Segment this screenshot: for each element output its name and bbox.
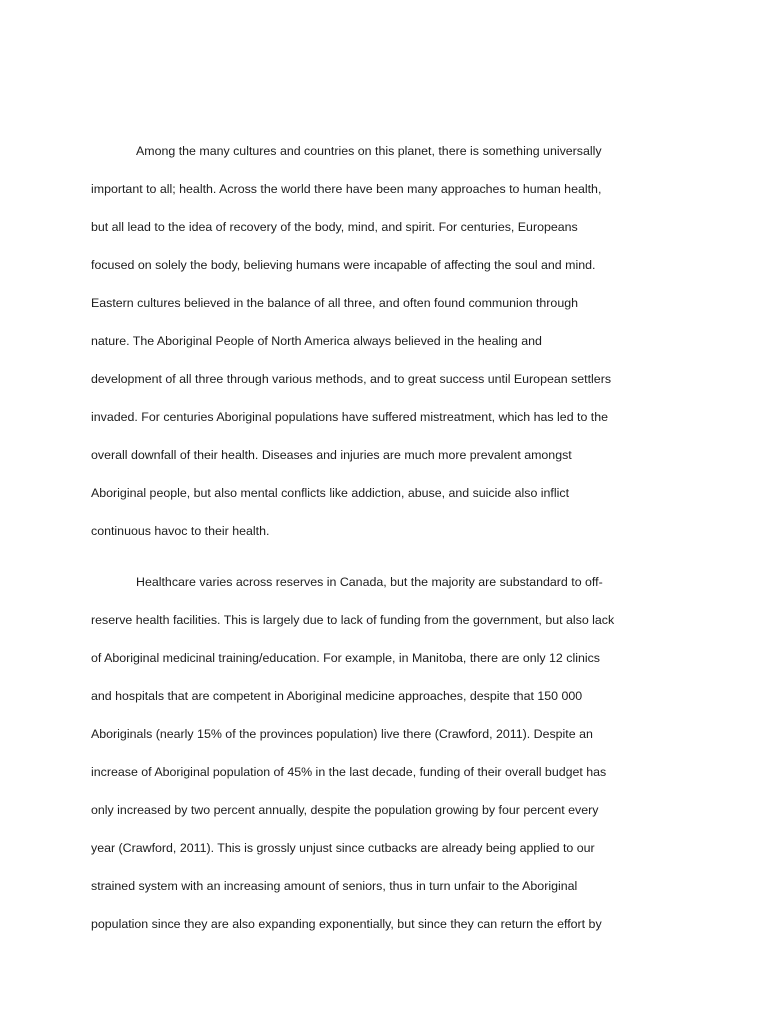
- paragraph-line: of Aboriginal medicinal training/education. For example, in Manitoba, there are only 12 clinics: [91, 651, 600, 665]
- paragraph-line: population since they are also expanding exponentially, but since they can return the effort by: [91, 917, 602, 931]
- paragraph-line: increase of Aboriginal population of 45% in the last decade, funding of their overall budget has: [91, 765, 607, 779]
- paragraph-line: and hospitals that are competent in Aboriginal medicine approaches, despite that 150 000: [91, 689, 583, 703]
- paragraph-line: overall downfall of their health. Diseases and injuries are much more prevalent amongst: [91, 448, 572, 462]
- paragraph-line: important to all; health. Across the world there have been many approaches to human health,: [91, 182, 602, 196]
- paragraph-line: Healthcare varies across reserves in Canada, but the majority are substandard to off-: [136, 575, 603, 589]
- paragraph-line: Aboriginals (nearly 15% of the provinces population) live there (Crawford, 2011). Despite an: [91, 727, 593, 741]
- paragraph-2: [91, 572, 681, 952]
- paragraph-line: only increased by two percent annually, despite the population growing by four percent every: [91, 803, 599, 817]
- paragraph-1: [91, 141, 681, 559]
- paragraph-line: Eastern cultures believed in the balance of all three, and often found communion through: [91, 296, 578, 310]
- paragraph-line: development of all three through various methods, and to great success until European settlers: [91, 372, 612, 386]
- paragraph-line: invaded. For centuries Aboriginal populations have suffered mistreatment, which has led to the: [91, 410, 609, 424]
- paragraph-line: nature. The Aboriginal People of North America always believed in the healing and: [91, 334, 542, 348]
- paragraph-line: year (Crawford, 2011). This is grossly unjust since cutbacks are already being applied to our: [91, 841, 595, 855]
- paragraph-line: strained system with an increasing amount of seniors, thus in turn unfair to the Aboriginal: [91, 879, 578, 893]
- paragraph-line: continuous havoc to their health.: [91, 524, 270, 538]
- paragraph-line: reserve health facilities. This is largely due to lack of funding from the government, but also lack: [91, 613, 615, 627]
- paragraph-line: focused on solely the body, believing humans were incapable of affecting the soul and mind.: [91, 258, 596, 272]
- paragraph-line: but all lead to the idea of recovery of the body, mind, and spirit. For centuries, Europeans: [91, 220, 578, 234]
- paragraph-line: Among the many cultures and countries on this planet, there is something universally: [136, 144, 602, 158]
- paragraph-line: Aboriginal people, but also mental conflicts like addiction, abuse, and suicide also inflict: [91, 486, 570, 500]
